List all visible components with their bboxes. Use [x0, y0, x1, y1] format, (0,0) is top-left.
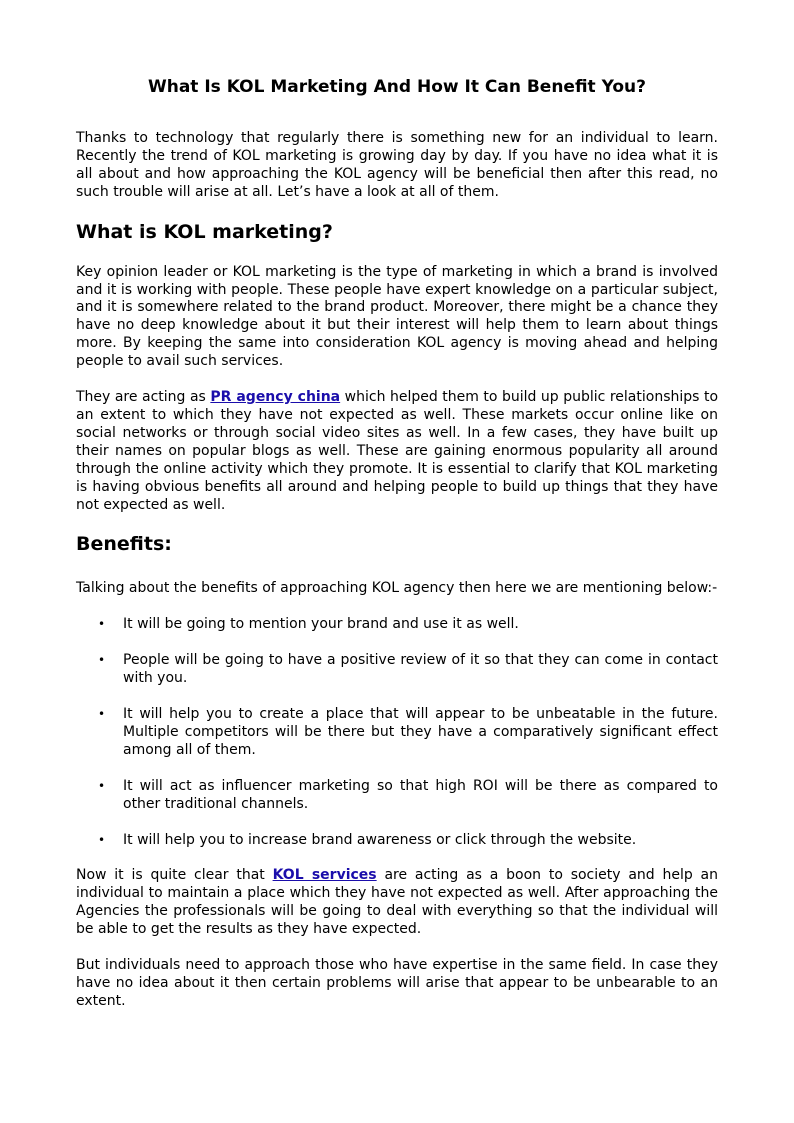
list-item-text: It will be going to mention your brand and use it as well.: [123, 616, 519, 633]
list-item: [76, 616, 718, 634]
list-item: [76, 778, 718, 814]
bullet-icon: •: [98, 707, 106, 722]
kol-definition-paragraph: Key opinion leader or KOL marketing is the type of marketing in which a brand is involved and it is working with people. These people have expert knowledge on a particular subject, and it is somewhere related to the brand product. Moreover, there might be a chance they have no deep knowledge about it but their interest will help them to learn about things more. By keeping the same into consideration KOL agency is moving ahead and helping people to avail such services.: [76, 263, 718, 370]
benefits-list: [76, 616, 718, 849]
list-item: [76, 652, 718, 688]
section-heading-benefits: Benefits:: [76, 533, 172, 556]
list-item: [76, 706, 718, 760]
kol-services-paragraph: [76, 867, 718, 939]
intro-paragraph: Thanks to technology that regularly there is something new for an individual to learn. Recently the trend of KOL marketing is growing day by day. If you have no idea what it is all about and how approaching the KOL agency will be beneficial then after this read, no such trouble will arise at all. Let’s have a look at all of them.: [76, 130, 718, 200]
bullet-icon: •: [98, 617, 106, 632]
closing-paragraph: But individuals need to approach those who have expertise in the same field. In case they have no idea about it then certain problems will arise that appear to be unbearable to an extent.: [76, 957, 718, 1009]
pr-agency-text-after: which helped them to build up public relationships to an extent to which they have not expected as well. These markets occur online like on social networks or through social video sites as well. In a few cases, they have built up their names on popular blogs as well. These are gaining enormous popularity all around through the online activity which they promote. It is essential to clarify that KOL marketing is having obvious benefits all around and helping people to build up things that they have not expected as well.: [76, 389, 719, 513]
page-title: What Is KOL Marketing And How It Can Benefit You?: [147, 77, 646, 97]
list-item-text: It will help you to increase brand awareness or click through the website.: [123, 831, 637, 848]
pr-agency-china-link[interactable]: PR agency china: [210, 389, 341, 406]
benefits-lead-paragraph: Talking about the benefits of approaching KOL agency then here we are mentioning below:-: [76, 580, 718, 597]
kol-services-text-before: Now it is quite clear that: [76, 867, 273, 884]
kol-services-text-after: are acting as a boon to society and help an individual to maintain a place which they have not expected as well. After approaching the Agencies the professionals will be going to deal with everything so that the individual will be able to get the results as they have expected.: [76, 867, 718, 938]
list-item-text: It will act as influencer marketing so that high ROI will be there as compared to other traditional channels.: [123, 777, 718, 812]
pr-agency-text-before: They are acting as: [76, 389, 211, 406]
section-heading-what-is-kol: What is KOL marketing?: [76, 220, 333, 243]
bullet-icon: •: [98, 653, 106, 668]
list-item: [76, 832, 718, 850]
list-item-text: People will be going to have a positive review of it so that they can come in contact with you.: [123, 652, 718, 687]
list-item-text: It will help you to create a place that will appear to be unbeatable in the future. Multiple competitors will be there but they have a comparatively significant effect among all of them.: [123, 706, 718, 758]
pr-agency-paragraph: [76, 389, 718, 514]
bullet-icon: •: [98, 832, 106, 847]
bullet-icon: •: [98, 778, 106, 793]
kol-services-link[interactable]: KOL services: [272, 867, 377, 884]
